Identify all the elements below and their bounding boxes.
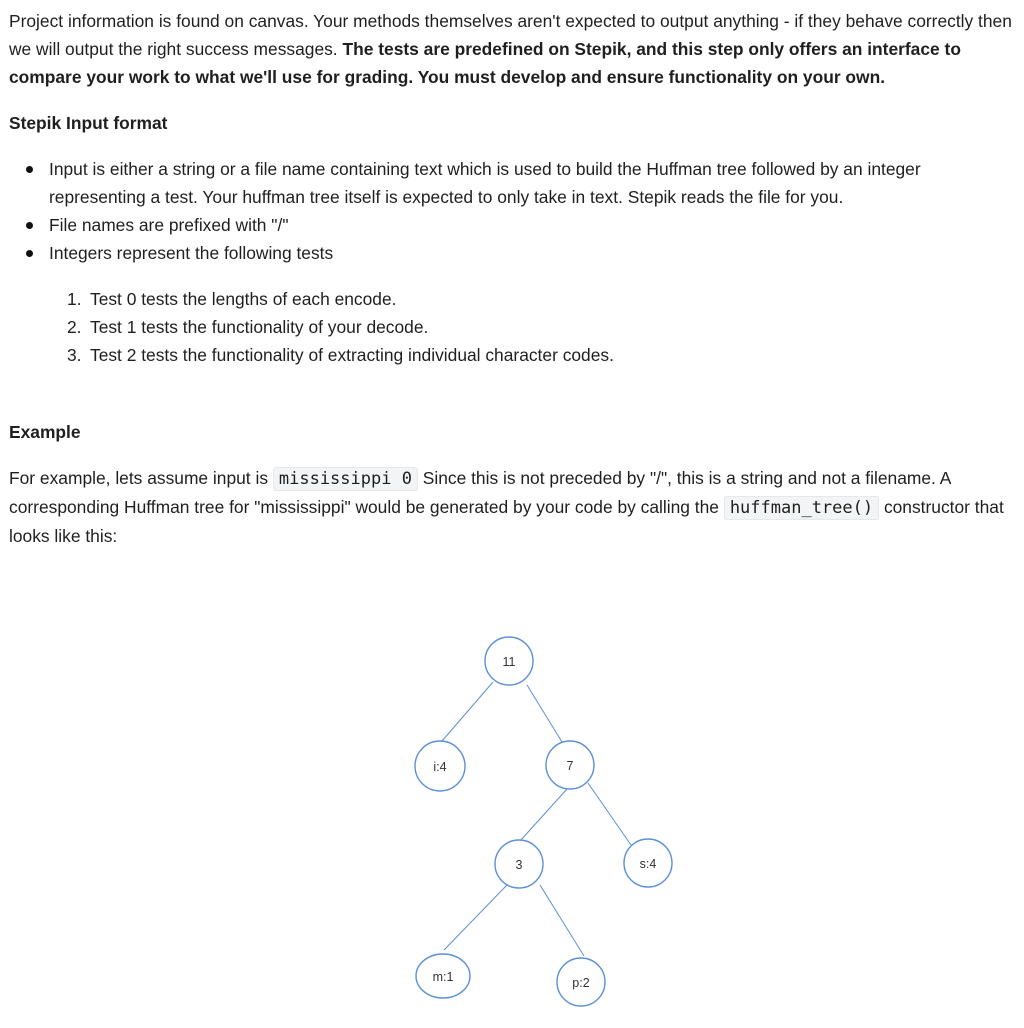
tree-node-m	[416, 954, 470, 998]
tree-node-label: i:4	[433, 760, 447, 774]
tree-node-i	[415, 741, 465, 791]
tree-node-label: p:2	[572, 976, 590, 990]
list-number: 3.	[67, 345, 82, 365]
tree-edge	[588, 783, 631, 845]
tree-edge	[527, 685, 562, 742]
tree-node-label: 7	[566, 759, 574, 773]
tree-node-label: m:1	[432, 970, 454, 984]
tree-node-label: 3	[515, 858, 523, 872]
example-heading: Example	[9, 422, 81, 442]
example-text-c: constructor that looks like this:	[9, 497, 1004, 546]
list-item: File names are prefixed with "/"	[49, 211, 1021, 239]
list-text: Test 0 tests the lengths of each encode.	[90, 289, 397, 309]
intro-bold-text: The tests are predefined on Stepik, and this step only offers an interface to compare your work to what we'll use for grading. You must develop and ensure functionality on your own.	[9, 39, 961, 87]
tree-node-p	[557, 958, 605, 1006]
tree-node-seven	[546, 741, 594, 789]
inline-code-constructor: huffman_tree()	[724, 496, 879, 520]
list-number: 1.	[67, 289, 82, 309]
list-item: Input is either a string or a file name containing text which is used to build the Huffman tree followed by an integer representing a test. Your huffman tree itself is expected to only take in text. Stepik reads the file for you.	[49, 155, 1021, 211]
input-format-heading: Stepik Input format	[9, 113, 168, 133]
list-text: Test 1 tests the functionality of your decode.	[90, 317, 429, 337]
tree-edge	[442, 682, 493, 741]
list-text: Test 2 tests the functionality of extracting individual character codes.	[90, 345, 614, 365]
inline-code-input: mississippi 0	[273, 467, 418, 491]
tree-node-label: s:4	[639, 857, 657, 871]
example-text-a: For example, lets assume input is	[9, 468, 273, 488]
tree-node-three	[495, 840, 543, 888]
list-number: 2.	[67, 317, 82, 337]
tree-node-root	[485, 637, 533, 685]
list-item: Integers represent the following tests	[49, 239, 1021, 267]
intro-text: Project information is found on canvas. Your methods themselves aren't expected to output anything - if they behave correctly then we will output the right success messages.	[9, 11, 1012, 59]
tree-edge	[520, 789, 567, 841]
tree-node-s	[624, 839, 672, 887]
example-text-b: Since this is not preceded by "/", this is a string and not a filename. A corresponding Huffman tree for "mississippi" would be generated by your code by calling the	[9, 468, 951, 517]
tree-edge	[540, 885, 584, 956]
tree-edge	[444, 885, 507, 950]
tree-node-label: 11	[502, 655, 516, 669]
